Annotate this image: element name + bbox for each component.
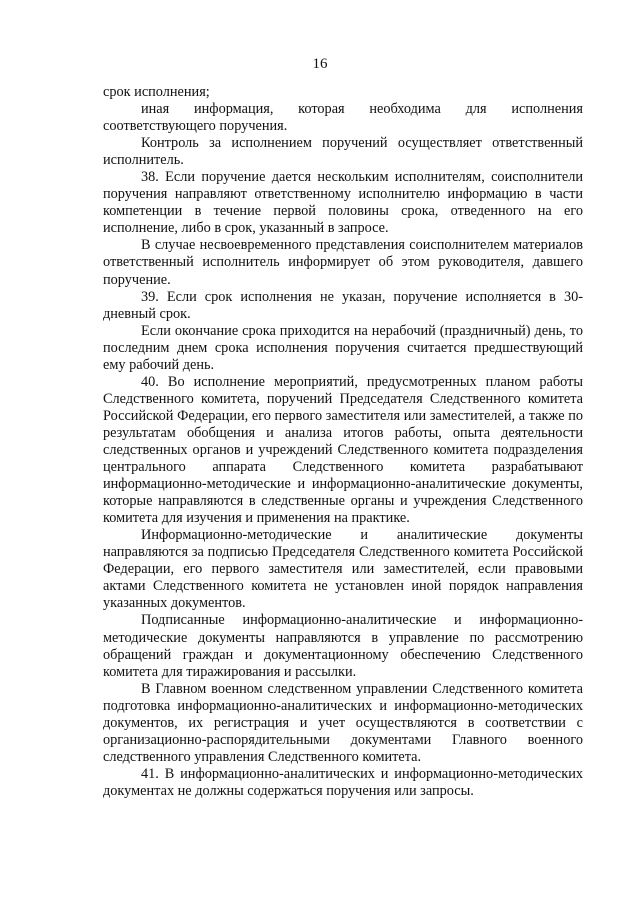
- paragraph: 39. Если срок исполнения не указан, поручение исполняется в 30-дневный срок.: [103, 288, 583, 322]
- paragraph: Контроль за исполнением поручений осуществляет ответственный исполнитель.: [103, 135, 583, 169]
- paragraph: Если окончание срока приходится на нерабочий (праздничный) день, то последним днем срока исполнения поручения считается предшествующий ему рабочий день.: [103, 322, 583, 373]
- paragraph: Информационно-методические и аналитические документы направляются за подписью Председателя Следственного комитета Российской Федерации, его первого заместителя или заместителей, если правовыми актами Следственного комитета не установлен иной порядок направления указанных документов.: [103, 527, 583, 612]
- paragraph: В случае несвоевременного представления соисполнителем материалов ответственный исполнитель информирует об этом руководителя, давшего поручение.: [103, 237, 583, 288]
- paragraph: иная информация, которая необходима для исполнения соответствующего поручения.: [103, 101, 583, 135]
- paragraph: Подписанные информационно-аналитические и информационно-методические документы направляются в управление по рассмотрению обращений граждан и документационному обеспечению Следственного комитета для тиражирования и рассылки.: [103, 612, 583, 680]
- paragraph: 40. Во исполнение мероприятий, предусмотренных планом работы Следственного комитета, поручений Председателя Следственного комитета Российской Федерации, его первого заместителя или заместителей, а также по результатам обобщения и анализа итогов работы, опыта деятельности следственных органов и учреждений Следственного комитета подразделения центрального аппарата Следственного комитета разрабатывают информационно-методические и информационно-аналитические документы, которые направляются в следственные органы и учреждения Следственного комитета для изучения и применения на практике.: [103, 373, 583, 527]
- paragraph: 38. Если поручение дается нескольким исполнителям, соисполнители поручения направляют ответственному исполнителю информацию в части компетенции в течение первой половины срока, отведенного на его исполнение, либо в срок, указанный в запросе.: [103, 169, 583, 237]
- paragraph: В Главном военном следственном управлении Следственного комитета подготовка информационно-аналитических и информационно-методических документов, их регистрация и учет осуществляются в соответствии с организационно-распорядительными документами Главного военного следственного управления Следственного комитета.: [103, 680, 583, 765]
- document-body: [103, 84, 583, 800]
- page-number: 16: [312, 56, 328, 72]
- paragraph: 41. В информационно-аналитических и информационно-методических документах не должны содержаться поручения или запросы.: [103, 765, 583, 799]
- paragraph: срок исполнения;: [103, 84, 210, 100]
